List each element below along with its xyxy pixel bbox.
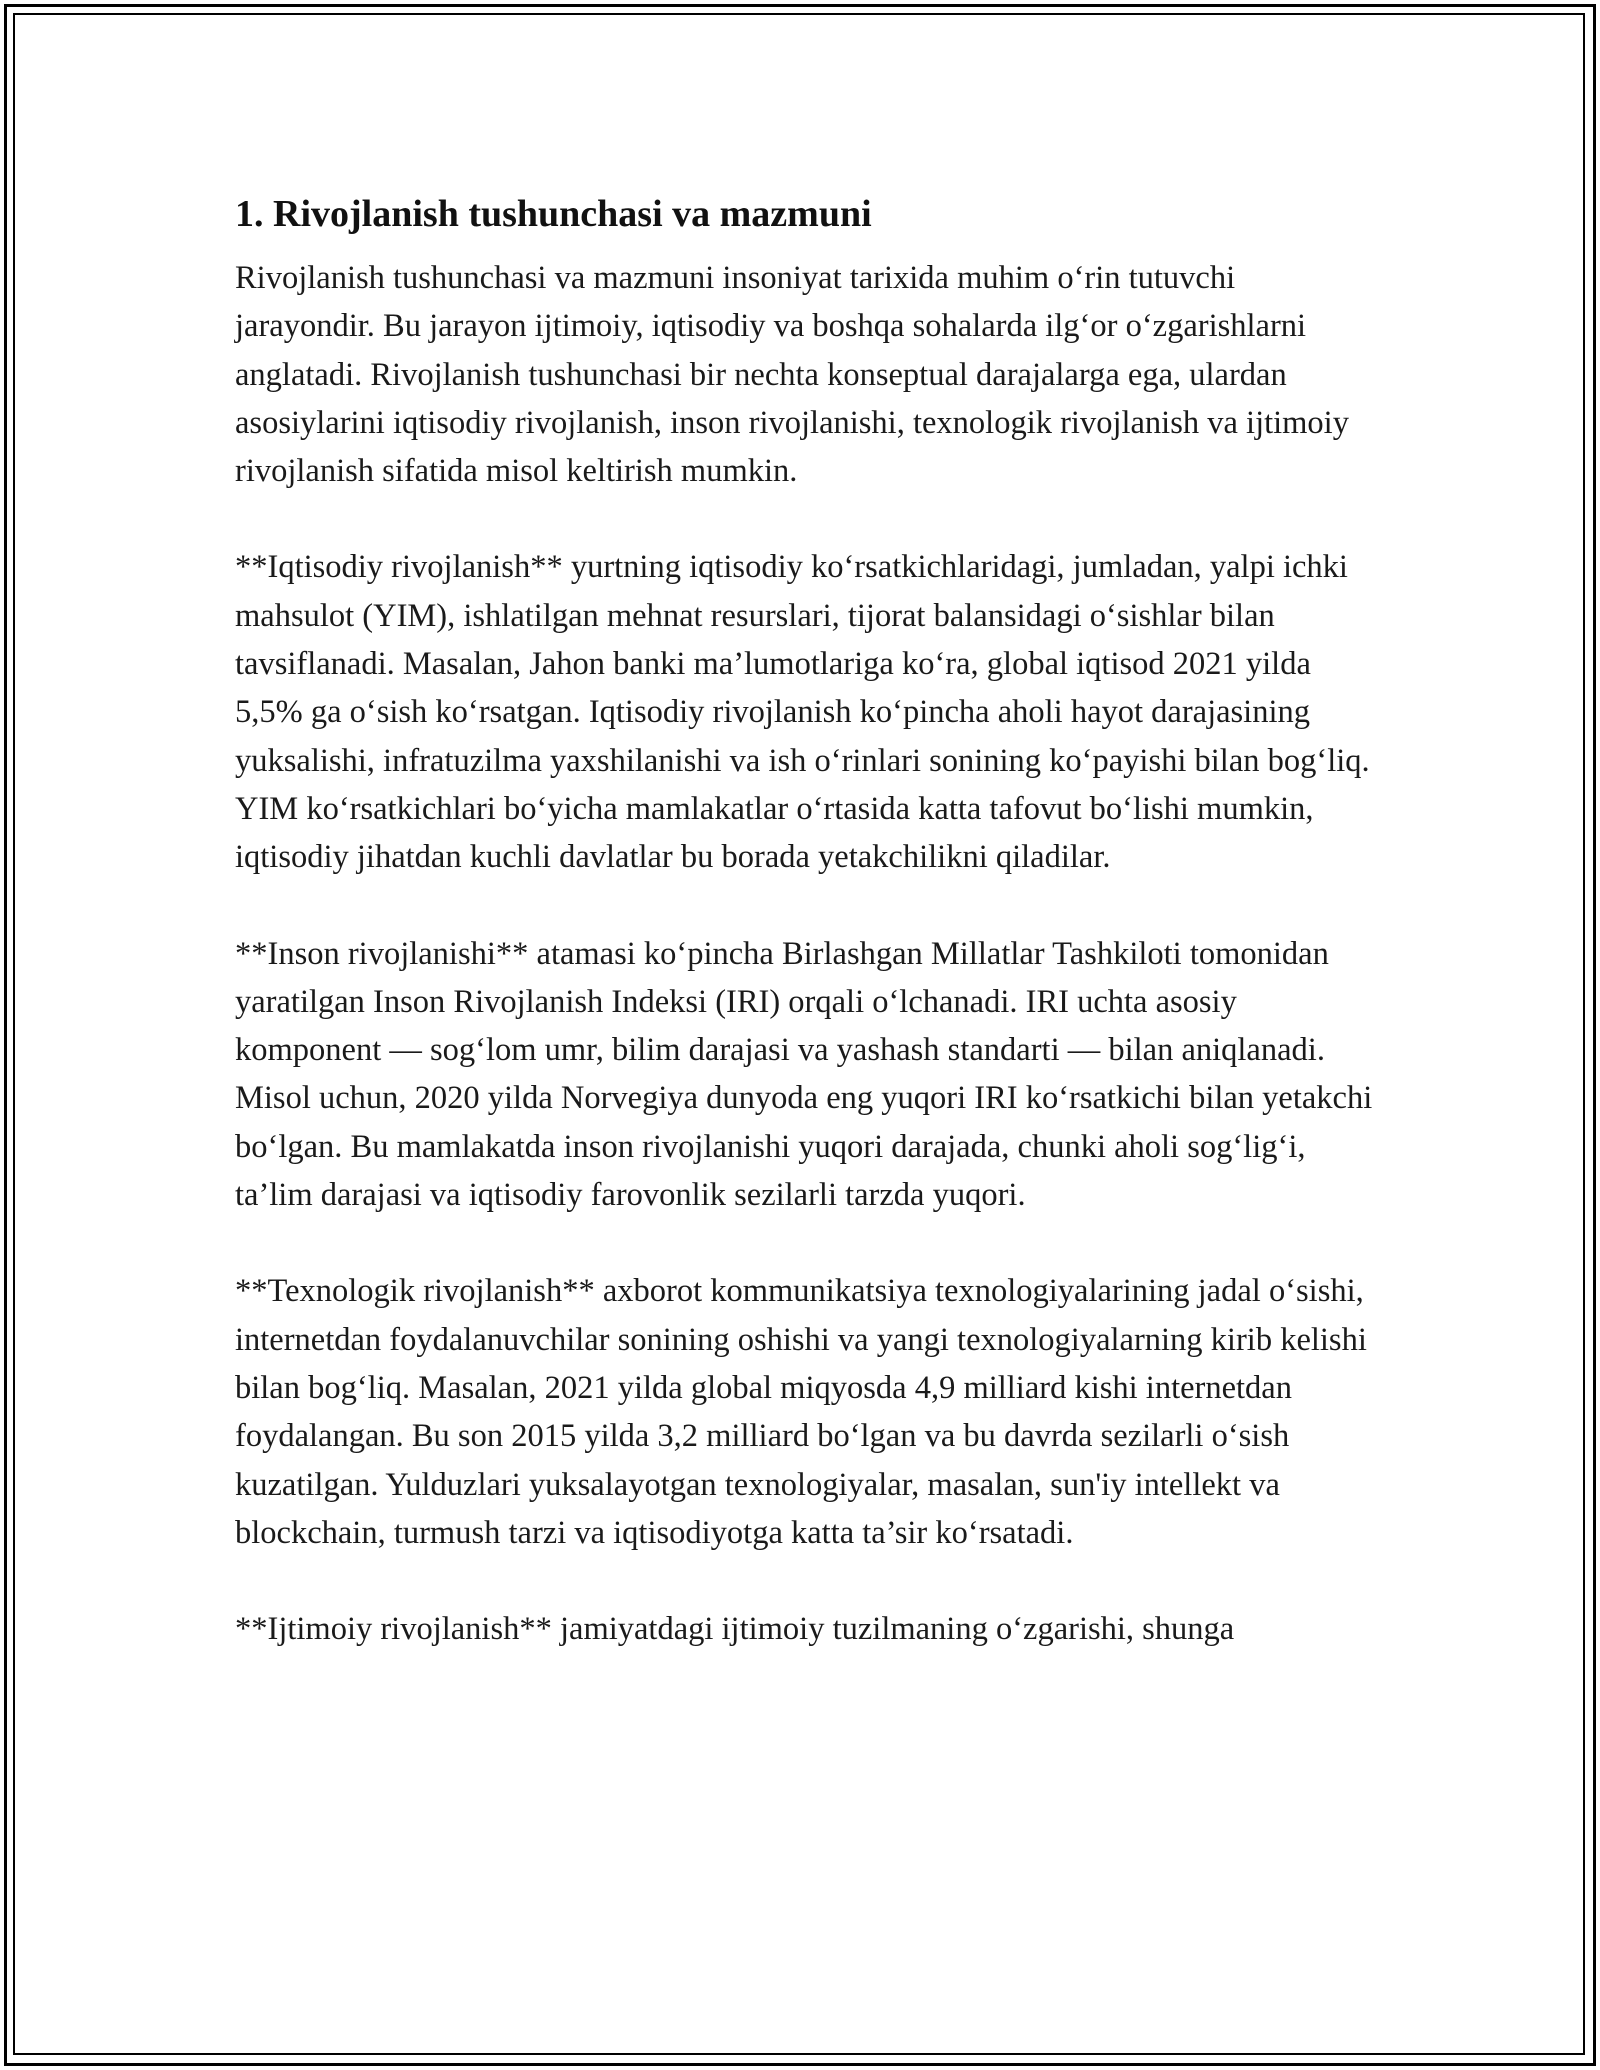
paragraph-technological-development: **Texnologik rivojlanish** axborot kommunikatsiya texnologiyalarining jadal o‘sishi, internetdan foydalanuvchilar sonining oshishi va yangi texnologiyalarning kirib kelishi bilan bog‘liq. Masalan, 2021 yilda global miqyosda 4,9 milliard kishi internetdan foydalangan. Bu son 2015 yilda 3,2 milliard bo‘lgan va bu davrda sezilarli o‘sish kuzatilgan. Yulduzlari yuksalayotgan texnologiyalar, masalan, sun'iy intellekt va blockchain, turmush tarzi va iqtisodiyotga katta ta’sir ko‘rsatadi.	[235, 1273, 1367, 1551]
paragraph-economic-development: **Iqtisodiy rivojlanish** yurtning iqtisodiy ko‘rsatkichlaridagi, jumladan, yalpi ichki mahsulot (YIM), ishlatilgan mehnat resurslari, tijorat balansidagi o‘sishlar bilan tavsiflanadi. Masalan, Jahon banki ma’lumotlariga ko‘ra, global iqtisod 2021 yilda 5,5% ga o‘sish ko‘rsatgan. Iqtisodiy rivojlanish ko‘pincha aholi hayot darajasining yuksalishi, infratuzilma yaxshilanishi va ish o‘rinlari sonining ko‘payishi bilan bog‘liq. YIM ko‘rsatkichlari bo‘yicha mamlakatlar o‘rtasida katta tafovut bo‘lishi mumkin, iqtisodiy jihatdan kuchli davlatlar bu borada yetakchilikni qiladilar.	[235, 549, 1370, 876]
document-body	[235, 188, 1375, 1701]
paragraph-social-development: **Ijtimoiy rivojlanish** jamiyatdagi ijtimoiy tuzilmaning o‘zgarishi, shunga	[235, 1611, 1235, 1648]
paragraph-human-development: **Inson rivojlanishi** atamasi ko‘pincha Birlashgan Millatlar Tashkiloti tomonidan yaratilgan Inson Rivojlanish Indeksi (IRI) orqali o‘lchanadi. IRI uchta asosiy komponent — sog‘lom umr, bilim darajasi va yashash standarti — bilan aniqlanadi. Misol uchun, 2020 yilda Norvegiya dunyoda eng yuqori IRI ko‘rsatkichi bilan yetakchi bo‘lgan. Bu mamlakatda inson rivojlanishi yuqori darajada, chunki aholi sog‘lig‘i, ta’lim darajasi va iqtisodiy farovonlik sezilarli tarzda yuqori.	[235, 935, 1373, 1214]
section-heading: 1. Rivojlanish tushunchasi va mazmuni	[235, 193, 872, 235]
paragraph-intro: Rivojlanish tushunchasi va mazmuni insoniyat tarixida muhim o‘rin tutuvchi jarayondir. Bu jarayon ijtimoiy, iqtisodiy va boshqa sohalarda ilg‘or o‘zgarishlarni anglatadi. Rivojlanish tushunchasi bir nechta konseptual darajalarga ega, ulardan asosiylarini iqtisodiy rivojlanish, inson rivojlanishi, texnologik rivojlanish va ijtimoiy rivojlanish sifatida misol keltirish mumkin.	[235, 260, 1349, 490]
